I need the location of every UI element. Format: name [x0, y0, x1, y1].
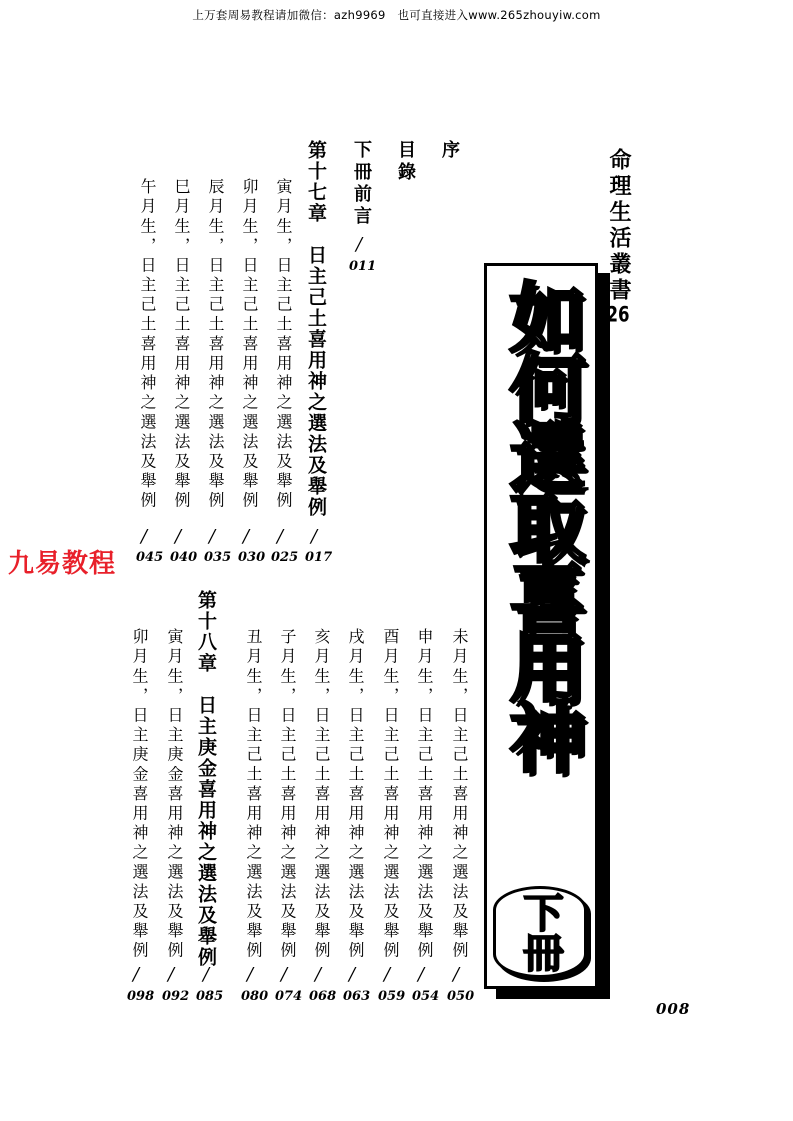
- watermark: 九易教程: [8, 549, 117, 579]
- slash-separator: /: [247, 964, 254, 985]
- slash-separator: /: [356, 234, 363, 255]
- page-ref: 035: [204, 550, 232, 565]
- book-title: 如何選取喜用神: [497, 278, 586, 768]
- slash-separator: /: [349, 964, 356, 985]
- slash-separator: /: [311, 526, 318, 547]
- page-ref: 030: [238, 550, 266, 565]
- top-banner: 上万套周易教程请加微信：azh9969 也可直接进入www.265zhouyiw.com: [192, 8, 601, 22]
- slash-separator: /: [281, 964, 288, 985]
- chapter-18-title: 第十八章 日主庚金喜用神之選法及舉例: [195, 590, 217, 968]
- book-title-box: [484, 263, 598, 989]
- volume-marker-text: 下冊: [517, 892, 563, 972]
- toc-entry: 酉月生，日主己土喜用神之選法及舉例: [381, 628, 400, 962]
- chapter-17-title: 第十七章 日主己土喜用神之選法及舉例: [305, 140, 327, 518]
- volume-marker: [493, 886, 587, 978]
- page-ref: 050: [447, 989, 475, 1004]
- page-ref: 063: [343, 989, 371, 1004]
- page-ref: 017: [305, 550, 333, 565]
- toc-entry: 申月生，日主己土喜用神之選法及舉例: [415, 628, 434, 962]
- page-ref: 059: [378, 989, 406, 1004]
- toc-entry: 亥月生，日主己土喜用神之選法及舉例: [312, 628, 331, 962]
- page-ref: 045: [136, 550, 164, 565]
- toc-entry: 子月生，日主己土喜用神之選法及舉例: [278, 628, 297, 962]
- page-ref: 092: [162, 989, 190, 1004]
- contents-heading: 目錄: [395, 140, 416, 184]
- slash-separator: /: [133, 964, 140, 985]
- page-ref: 040: [170, 550, 198, 565]
- slash-separator: /: [175, 526, 182, 547]
- series-name: 命理生活叢書: [606, 148, 631, 304]
- preface-heading: 序: [439, 140, 460, 162]
- slash-separator: /: [418, 964, 425, 985]
- toc-entry: 卯月生，日主庚金喜用神之選法及舉例: [130, 628, 149, 962]
- toc-entry: 未月生，日主己土喜用神之選法及舉例: [450, 628, 469, 962]
- slash-separator: /: [277, 526, 284, 547]
- page-ref: 068: [309, 989, 337, 1004]
- page-ref: 074: [275, 989, 303, 1004]
- page-ref: 085: [196, 989, 224, 1004]
- page-ref: 025: [271, 550, 299, 565]
- slash-separator: /: [209, 526, 216, 547]
- page-number: 008: [656, 1000, 691, 1018]
- page-ref: 054: [412, 989, 440, 1004]
- slash-separator: /: [203, 964, 210, 985]
- slash-separator: /: [243, 526, 250, 547]
- toc-entry: 巳月生，日主己土喜用神之選法及舉例: [172, 178, 191, 512]
- toc-entry: 戌月生，日主己土喜用神之選法及舉例: [346, 628, 365, 962]
- page-ref: 011: [349, 259, 377, 274]
- toc-entry: 寅月生，日主己土喜用神之選法及舉例: [274, 178, 293, 512]
- slash-separator: /: [453, 964, 460, 985]
- toc-entry: 寅月生，日主庚金喜用神之選法及舉例: [165, 628, 184, 962]
- slash-separator: /: [141, 526, 148, 547]
- toc-entry: 午月生，日主己土喜用神之選法及舉例: [138, 178, 157, 512]
- volume-intro-heading: 下冊前言: [351, 140, 372, 228]
- toc-entry: 辰月生，日主己土喜用神之選法及舉例: [206, 178, 225, 512]
- slash-separator: /: [315, 964, 322, 985]
- series-label: [607, 148, 629, 325]
- page-ref: 098: [127, 989, 155, 1004]
- slash-separator: /: [384, 964, 391, 985]
- toc-entry: 卯月生，日主己土喜用神之選法及舉例: [240, 178, 259, 512]
- page-ref: 080: [241, 989, 269, 1004]
- slash-separator: /: [168, 964, 175, 985]
- toc-entry: 丑月生，日主己土喜用神之選法及舉例: [244, 628, 263, 962]
- series-number: 26: [606, 304, 630, 325]
